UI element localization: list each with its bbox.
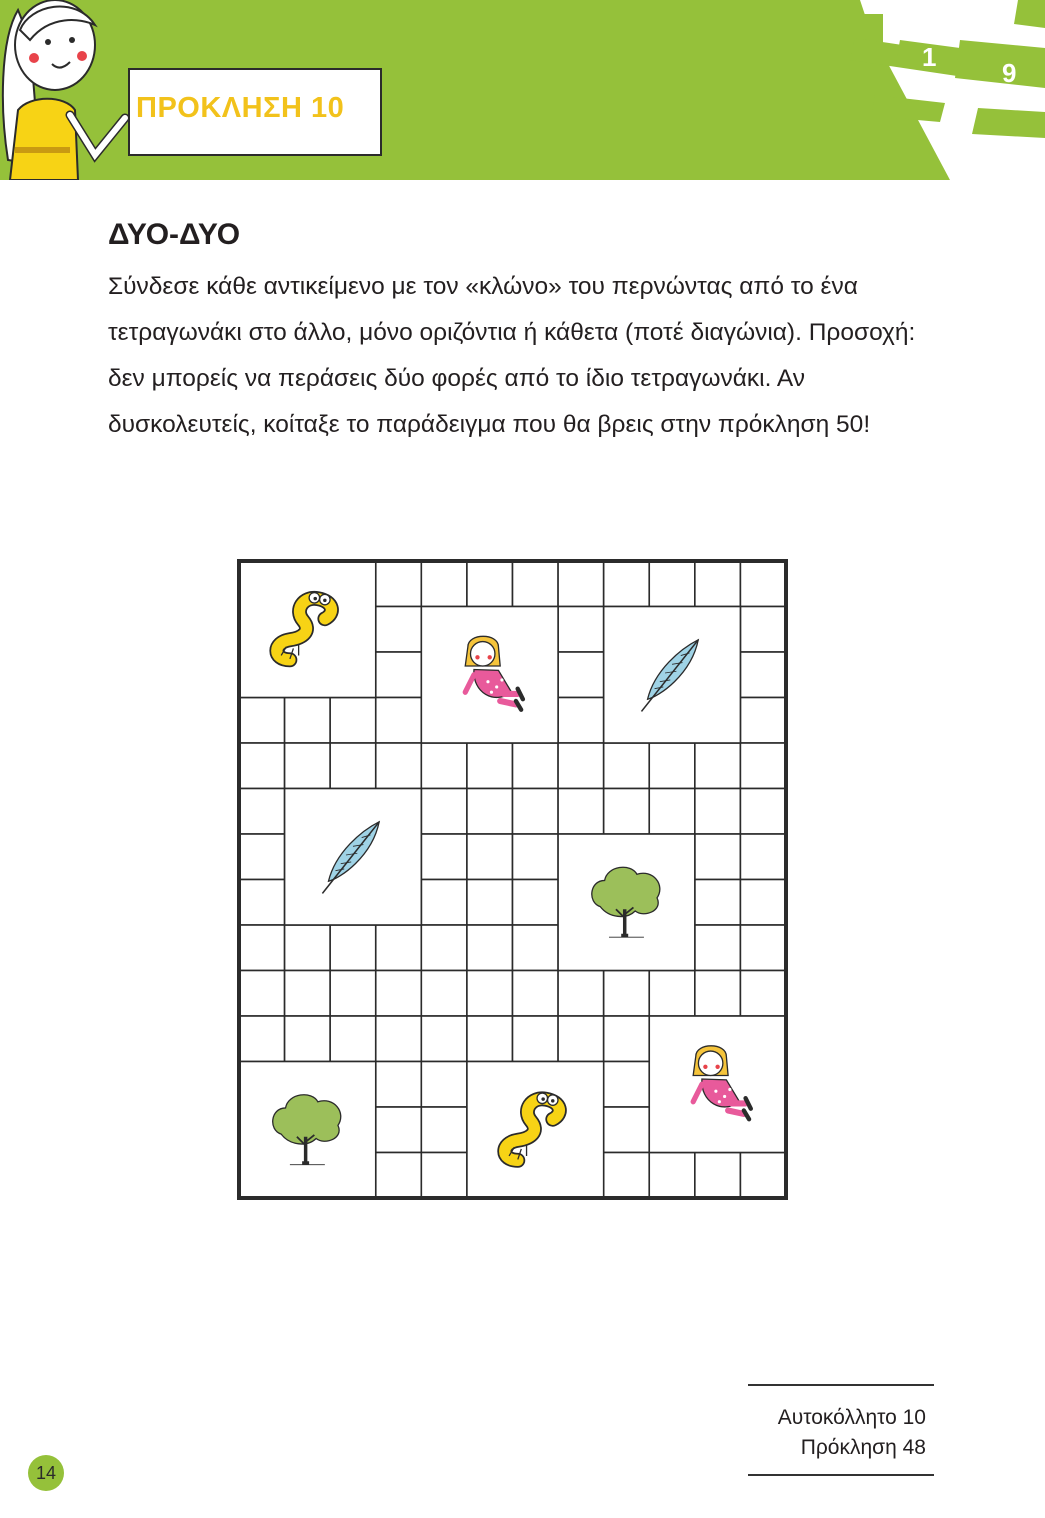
grid-cell[interactable] [740, 880, 786, 926]
maze-grid[interactable] [235, 557, 790, 1202]
grid-cell[interactable] [376, 698, 422, 744]
grid-cell[interactable] [376, 1107, 422, 1153]
grid-cell[interactable] [285, 1016, 331, 1062]
grid-cell[interactable] [376, 1062, 422, 1108]
grid-cell[interactable] [285, 971, 331, 1017]
grid-cell[interactable] [421, 925, 467, 971]
grid-cell[interactable] [558, 743, 604, 789]
grid-cell[interactable] [467, 925, 513, 971]
grid-cell[interactable] [239, 698, 285, 744]
grid-cell[interactable] [604, 971, 650, 1017]
grid-cell[interactable] [467, 789, 513, 835]
grid-cell[interactable] [695, 561, 741, 607]
instructions-text: Σύνδεσε κάθε αντικείμενο με τον «κλώνο» του περνώντας από το ένα τετραγωνάκι στο άλλο, μόνο οριζόντια ή κάθετα (ποτέ διαγώνια). Προσοχή: δεν μπορείς να περάσεις δύο φορές από το ίδιο τετραγωνάκι. Αν δυσκολευτείς, κοίταξε το παράδειγμα που θα βρεις στην πρόκληση 50! [108, 273, 916, 438]
grid-cell[interactable] [421, 880, 467, 926]
grid-cell[interactable] [239, 1016, 285, 1062]
item-cell-worm[interactable] [239, 561, 376, 698]
grid-cell[interactable] [695, 880, 741, 926]
grid-cell[interactable] [330, 925, 376, 971]
grid-cell[interactable] [695, 743, 741, 789]
grid-cell[interactable] [558, 607, 604, 653]
grid-cell[interactable] [376, 1016, 422, 1062]
grid-cell[interactable] [649, 743, 695, 789]
grid-cell[interactable] [740, 652, 786, 698]
grid-cell[interactable] [604, 561, 650, 607]
grid-cell[interactable] [285, 743, 331, 789]
grid-cell[interactable] [421, 834, 467, 880]
grid-cell[interactable] [604, 1107, 650, 1153]
grid-cell[interactable] [467, 561, 513, 607]
grid-cell[interactable] [604, 789, 650, 835]
grid-cell[interactable] [285, 925, 331, 971]
grid-cell[interactable] [421, 1153, 467, 1199]
grid-cell[interactable] [740, 925, 786, 971]
divider-bottom [748, 1474, 934, 1476]
grid-cell[interactable] [239, 971, 285, 1017]
grid-cell[interactable] [695, 971, 741, 1017]
grid-cell[interactable] [330, 743, 376, 789]
grid-cell[interactable] [649, 971, 695, 1017]
grid-cell[interactable] [421, 743, 467, 789]
grid-cell[interactable] [649, 561, 695, 607]
grid-cell[interactable] [740, 698, 786, 744]
corner-number-decoration [800, 0, 1045, 180]
grid-cell[interactable] [376, 743, 422, 789]
grid-cell[interactable] [467, 834, 513, 880]
grid-cell[interactable] [695, 789, 741, 835]
grid-cell[interactable] [467, 971, 513, 1017]
grid-cell[interactable] [421, 971, 467, 1017]
grid-cell[interactable] [558, 561, 604, 607]
grid-cell[interactable] [558, 698, 604, 744]
grid-cell[interactable] [513, 1016, 559, 1062]
grid-cell[interactable] [467, 743, 513, 789]
grid-cell[interactable] [239, 834, 285, 880]
grid-cell[interactable] [467, 880, 513, 926]
grid-cell[interactable] [649, 1153, 695, 1199]
grid-cell[interactable] [239, 789, 285, 835]
grid-cell[interactable] [558, 789, 604, 835]
grid-cell[interactable] [239, 880, 285, 926]
grid-cell[interactable] [376, 652, 422, 698]
maze-grid-canvas[interactable] [235, 557, 790, 1202]
grid-cell[interactable] [376, 607, 422, 653]
grid-cell[interactable] [513, 561, 559, 607]
grid-cell[interactable] [330, 971, 376, 1017]
item-cell-feather[interactable] [604, 607, 741, 744]
challenge-reference: Πρόκληση 48 [800, 1436, 926, 1459]
grid-cell[interactable] [695, 925, 741, 971]
sticker-reference [748, 1384, 934, 1478]
activity-title: ΔΥΟ-ΔΥΟ [108, 218, 241, 251]
grid-cell[interactable] [421, 1107, 467, 1153]
grid-cell[interactable] [421, 561, 467, 607]
item-cell-doll[interactable] [649, 1016, 786, 1153]
grid-cell[interactable] [604, 1016, 650, 1062]
grid-cell[interactable] [513, 880, 559, 926]
item-cell-doll[interactable] [421, 607, 558, 744]
grid-cell[interactable] [740, 607, 786, 653]
grid-cell[interactable] [513, 971, 559, 1017]
grid-cell[interactable] [513, 789, 559, 835]
grid-cell[interactable] [740, 971, 786, 1017]
item-cell-tree[interactable] [558, 834, 695, 971]
grid-cell[interactable] [604, 1153, 650, 1199]
grid-cell[interactable] [740, 1153, 786, 1199]
grid-cell[interactable] [695, 1153, 741, 1199]
grid-cell[interactable] [513, 834, 559, 880]
grid-cell[interactable] [513, 925, 559, 971]
grid-cell[interactable] [604, 743, 650, 789]
grid-cell[interactable] [558, 971, 604, 1017]
grid-cell[interactable] [376, 561, 422, 607]
grid-cell[interactable] [421, 1062, 467, 1108]
grid-cell[interactable] [604, 1062, 650, 1108]
grid-cell[interactable] [740, 743, 786, 789]
divider-top [748, 1384, 934, 1386]
corner-digit-1: 1 [922, 42, 937, 72]
grid-cell[interactable] [421, 1016, 467, 1062]
grid-cell[interactable] [376, 971, 422, 1017]
item-cell-worm[interactable] [467, 1062, 604, 1199]
item-cell-tree[interactable] [239, 1062, 376, 1199]
grid-cell[interactable] [330, 1016, 376, 1062]
grid-cell[interactable] [330, 698, 376, 744]
grid-cell[interactable] [285, 698, 331, 744]
item-cell-feather[interactable] [285, 789, 422, 926]
grid-cell[interactable] [239, 925, 285, 971]
challenge-banner [128, 68, 382, 156]
grid-cell[interactable] [376, 1153, 422, 1199]
grid-cell[interactable] [740, 834, 786, 880]
challenge-title: ΠΡΟΚΛΗΣΗ 10 [136, 92, 345, 124]
grid-cell[interactable] [376, 925, 422, 971]
sticker-label: Αυτοκόλλητο 10 [777, 1406, 926, 1429]
header-band [0, 0, 1045, 180]
grid-cell[interactable] [513, 743, 559, 789]
grid-cell[interactable] [740, 561, 786, 607]
corner-digit-2: 9 [1002, 58, 1017, 88]
page-number: 14 [28, 1455, 64, 1491]
grid-cell[interactable] [558, 1016, 604, 1062]
grid-cell[interactable] [239, 743, 285, 789]
grid-cell[interactable] [695, 834, 741, 880]
grid-cell[interactable] [421, 789, 467, 835]
grid-cell[interactable] [740, 789, 786, 835]
grid-cell[interactable] [467, 1016, 513, 1062]
grid-cell[interactable] [558, 652, 604, 698]
grid-cell[interactable] [649, 789, 695, 835]
